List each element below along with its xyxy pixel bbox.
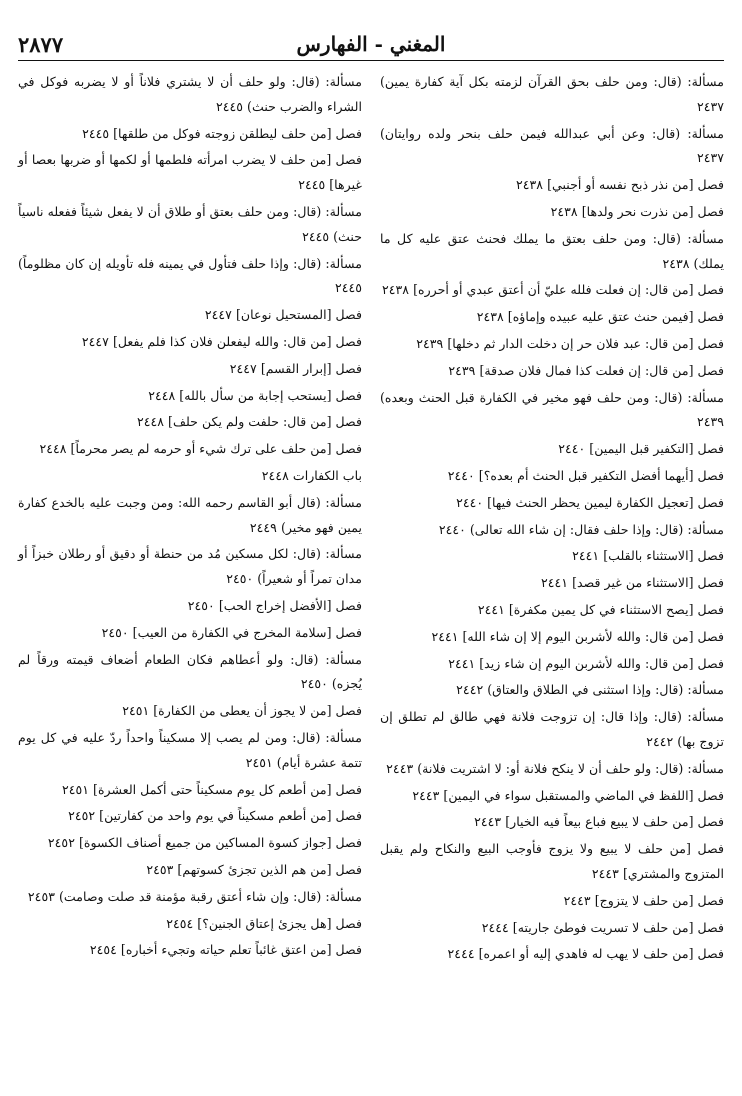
index-entry: فصل [أيهما أفضل التكفير قبل الحنث أم بعده؟] ٢٤٤٠ xyxy=(447,467,724,483)
index-entry: مسألة: (قال: وإذا حلف فتأول في يمينه فله تأويله إن كان مظلوماً) ٢٤٤٥ xyxy=(18,255,362,296)
index-entry: مسألة: (قال: وإذا حلف فقال: إن شاء الله تعالى) ٢٤٤٠ xyxy=(438,521,724,537)
index-entry: فصل [المستحيل نوعان] ٢٤٤٧ xyxy=(204,307,362,323)
index-entry: مسألة: (قال: ومن حلف بعتق أو طلاق أن لا يفعل شيئاً ففعله ناسياً حنث) ٢٤٤٥ xyxy=(18,203,362,244)
index-entry: مسألة: (قال: ولو حلف أن لا ينكح فلانة أو: لا اشتريت فلانة) ٢٤٤٣ xyxy=(386,760,724,776)
index-entry: باب الكفارات ٢٤٤٨ xyxy=(261,467,362,483)
index-entry: فصل [من حلف لا يتزوج] ٢٤٤٣ xyxy=(563,892,724,908)
index-entry: فصل [الاستثناء بالقلب] ٢٤٤١ xyxy=(572,548,724,564)
index-entry: فصل [من قال: والله ليفعلن فلان كذا فلم يفعل] ٢٤٤٧ xyxy=(81,333,362,349)
index-entry: فصل [الأفضل إخراج الحب] ٢٤٥٠ xyxy=(187,597,362,613)
index-entry: فصل [الاستثناء من غير قصد] ٢٤٤١ xyxy=(541,575,724,591)
index-entry: فصل [من قال: إن فعلت فلله عليّ أن أعتق عبدي أو أحرره] ٢٤٣٨ xyxy=(382,282,724,298)
index-entry: فصل [من قال: عبد فلان حر إن دخلت الدار ثم دخلها] ٢٤٣٩ xyxy=(416,335,724,351)
index-column-right xyxy=(380,70,724,1082)
index-entry: فصل [من لا يجوز أن يعطى من الكفارة] ٢٤٥١ xyxy=(122,703,362,719)
index-entry: فصل [من قال: حلفت ولم يكن حلف] ٢٤٤٨ xyxy=(136,414,362,430)
index-entry: فصل [هل يجزئ إعتاق الجنين؟] ٢٤٥٤ xyxy=(166,915,362,931)
index-entry: مسألة: (قال: ولو حلف أن لا يشتري فلاناً أو لا يضربه فوكل في الشراء والضرب حنث) ٢٤٤٥ xyxy=(18,74,362,114)
index-entry: فصل [التكفير قبل اليمين] ٢٤٤٠ xyxy=(558,441,724,457)
index-entry: مسألة: (قال: وإذا استثنى في الطلاق والعتاق) ٢٤٤٢ xyxy=(456,682,724,698)
index-entry: مسألة: (قال: ومن لم يصب إلا مسكيناً واحداً ردّ عليه في كل يوم تتمة عشرة أيام) ٢٤٥١ xyxy=(18,729,362,770)
index-entry: فصل [من قال: إن فعلت كذا فمال فلان صدقة] ٢٤٣٩ xyxy=(448,362,724,378)
index-entry: فصل [تعجيل الكفارة ليمين يحظر الحنث فيها] ٢٤٤٠ xyxy=(456,494,724,510)
index-entry: مسألة: (قال: لكل مسكين مُد من حنطة أو دقيق أو رطلان خبزاً أو مدان تمراً أو شعيراً) ٢٤٥٠ xyxy=(18,546,362,587)
index-entry: فصل [فيمن حنث عتق عليه عبيده وإماؤه] ٢٤٣٨ xyxy=(476,309,724,325)
index-entry: فصل [من حلف ليطلقن زوجته فوكل من طلقها] ٢٤٤٥ xyxy=(82,125,362,141)
index-entry: فصل [من نذر ذبح نفسه أو أجنبي] ٢٤٣٨ xyxy=(516,177,724,193)
index-entry: مسألة: (قال: ومن حلف بحق القرآن لزمته بكل آية كفارة يمين) ٢٤٣٧ xyxy=(380,74,724,114)
index-entry: فصل [من قال: والله لأشربن اليوم إن شاء زيد] ٢٤٤١ xyxy=(448,655,724,671)
index-entry: فصل [يصح الاستثناء في كل يمين مكفرة] ٢٤٤١ xyxy=(477,601,724,617)
index-entry: مسألة: (قال: ومن حلف بعتق ما يملك فحنث عتق عليه كل ما يملك) ٢٤٣٨ xyxy=(380,230,724,271)
index-entry: فصل [من نذرت نحر ولدها] ٢٤٣٨ xyxy=(550,203,724,219)
index-entry: فصل [من قال: والله لأشربن اليوم إلا إن شاء الله] ٢٤٤١ xyxy=(431,628,724,644)
index-entry: فصل [من هم الذين تجزئ كسوتهم] ٢٤٥٣ xyxy=(146,861,362,877)
index-entry: فصل [جواز كسوة المساكين من جميع أصناف الكسوة] ٢٤٥٢ xyxy=(47,835,362,851)
index-entry: مسألة: (قال: وإن شاء أعتق رقبة مؤمنة قد صلت وصامت) ٢٤٥٣ xyxy=(27,888,362,904)
index-entry: فصل [من حلف لا تسريت فوطئ جاريته] ٢٤٤٤ xyxy=(481,919,724,935)
index-entry: مسألة: (قال أبو القاسم رحمه الله: ومن وجبت عليه بالخدع كفارة يمين فهو مخير) ٢٤٤٩ xyxy=(18,494,362,535)
index-entry: فصل [اللفظ في الماضي والمستقبل سواء في اليمين] ٢٤٤٣ xyxy=(412,787,724,803)
index-entry: مسألة: (قال: وإذا قال: إن تزوجت فلانة فهي طالق لم تطلق إن تزوج بها) ٢٤٤٢ xyxy=(380,709,724,749)
index-entry: فصل [إبرار القسم] ٢٤٤٧ xyxy=(229,360,362,376)
index-entry: فصل [سلامة المخرج في الكفارة من العيب] ٢٤٥٠ xyxy=(101,624,362,640)
index-columns xyxy=(18,70,724,1082)
index-entry: فصل [من أطعم مسكيناً في يوم واحد من كفارتين] ٢٤٥٢ xyxy=(68,808,362,824)
index-column-left xyxy=(18,70,362,1082)
index-entry: فصل [من أطعم كل يوم مسكيناً حتى أكمل العشرة] ٢٤٥١ xyxy=(61,781,362,797)
index-entry: فصل [من حلف لا يضرب امرأته فلطمها أو لكمها أو ضربها بعصا أو غيرها] ٢٤٤٥ xyxy=(18,152,362,193)
index-entry: مسألة: (قال: ومن حلف فهو مخير في الكفارة قبل الحنث وبعده) ٢٤٣٩ xyxy=(380,389,724,430)
index-entry: مسألة: (قال: ولو أعطاهم فكان الطعام أضعاف قيمته ورقاً لم يُجزه) ٢٤٥٠ xyxy=(18,651,362,692)
index-entry: فصل [يستحب إجابة من سأل بالله] ٢٤٤٨ xyxy=(148,387,362,403)
index-entry: فصل [من حلف على ترك شيء أو حرمه لم يصر محرماً] ٢٤٤٨ xyxy=(39,441,362,457)
index-entry: فصل [من اعتق غائباً تعلم حياته وتجيء أخباره] ٢٤٥٤ xyxy=(89,942,362,958)
page-number: ٢٨٧٧ xyxy=(18,32,64,57)
index-entry: مسألة: (قال: وعن أبي عبدالله فيمن حلف بنحر ولده روايتان) ٢٤٣٧ xyxy=(380,125,724,166)
index-entry: فصل [من حلف لا يبيع فباع بيعاً فيه الخيار] ٢٤٤٣ xyxy=(474,814,724,830)
index-entry: فصل [من حلف لا يبيع ولا يزوج فأوجب البيع والنكاح ولم يقبل المتزوج والمشتري] ٢٤٤٣ xyxy=(380,841,724,881)
running-title: المغني - الفهارس xyxy=(296,32,446,56)
index-entry: فصل [من حلف لا يهب له فاهدي إليه أو اعمره] ٢٤٤٤ xyxy=(447,946,724,962)
page-header xyxy=(18,30,724,61)
